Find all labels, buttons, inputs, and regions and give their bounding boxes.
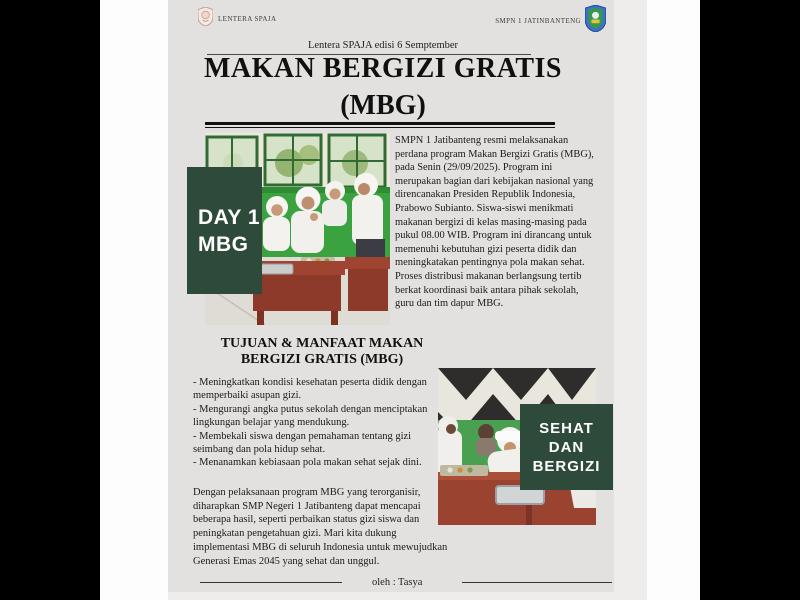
closing-paragraph: Dengan pelaksanaan program MBG yang terorganisir, diharapkan SMP Negeri 1 Jatibanteng dapat mencapai beberapa hasil, seperti perbaikan status gizi siswa dan peningkatan pengetahuan gizi. Mari kita dukung implementasi MBG di seluruh Indonesia untuk mewujudkan Generasi Emas 2045 yang sehat dan unggul. xyxy=(193,486,448,567)
photo-label-sehat xyxy=(520,404,613,490)
brand-right-label: SMPN 1 JATINBANTENG xyxy=(495,17,581,25)
brand-left-label: LENTERA SPAJA xyxy=(218,15,277,23)
lentera-logo-icon xyxy=(198,7,213,31)
brand-left xyxy=(198,7,276,31)
photo-label-day1 xyxy=(187,167,262,294)
benefits-list xyxy=(193,376,451,470)
newsletter-page xyxy=(168,0,614,592)
footer-rule-left xyxy=(200,582,342,583)
lead-paragraph: SMPN 1 Jatibanteng resmi melaksanakan perdana program Makan Bergizi Gratis (MBG), pada Senin (29/09/2025). Program ini merupakan bagian dari kebijakan nasional yang direncanakan Presiden Republik Indonesia, Prabowo Subianto. Siswa-siswi menikmati makanan bergizi di kelas masing-masing pada pukul 08.00 WIB. Program ini dirancang untuk memenuhi kebutuhan gizi peserta didik dan meningkatakan pentingnya pola makan sehat. Proses distribusi makanan berlangsung tertib berkat koordinasi baik antara pihak sekolah, guru dan tim dapur MBG. xyxy=(395,135,594,310)
benefit-item: - Mengurangi angka putus sekolah dengan menciptakan lingkungan belajar yang mendukung. xyxy=(193,403,428,429)
photo-label-sehat-line1: SEHAT xyxy=(539,419,594,437)
page-title-abbrev: (MBG) xyxy=(340,90,426,121)
byline: oleh : Tasya xyxy=(372,577,423,588)
photo-label-day1-line1: DAY 1 xyxy=(198,205,261,229)
edition-line: Lentera SPAJA edisi 6 Semptember xyxy=(307,40,459,51)
benefit-item: - Membekali siswa dengan pemahaman tentang gizi seimbang dan pola hidup sehat. xyxy=(193,430,412,456)
brand-right xyxy=(495,5,606,37)
page-title: MAKAN BERGIZI GRATIS xyxy=(204,53,562,84)
section-heading-line2: BERGIZI GRATIS (MBG) xyxy=(240,351,404,367)
title-double-rule xyxy=(205,122,555,128)
photo-label-sehat-line3: BERGIZI xyxy=(532,457,601,475)
footer-rule-right xyxy=(462,582,612,583)
benefit-item: - Meningkatkan kondisi kesehatan peserta didik dengan memperbaiki asupan gizi. xyxy=(193,377,427,402)
school-crest-icon xyxy=(585,5,606,37)
photo-label-sehat-line2: DAN xyxy=(548,438,585,456)
section-heading-line1: TUJUAN & MANFAAT MAKAN xyxy=(220,336,424,351)
footer xyxy=(168,577,614,588)
benefit-item: - Menanamkan kebiasaan pola makan sehat sejak dini. xyxy=(193,457,422,469)
benefits-section xyxy=(193,336,451,569)
section-heading xyxy=(193,336,451,367)
photo-label-day1-line2: MBG xyxy=(198,232,249,256)
